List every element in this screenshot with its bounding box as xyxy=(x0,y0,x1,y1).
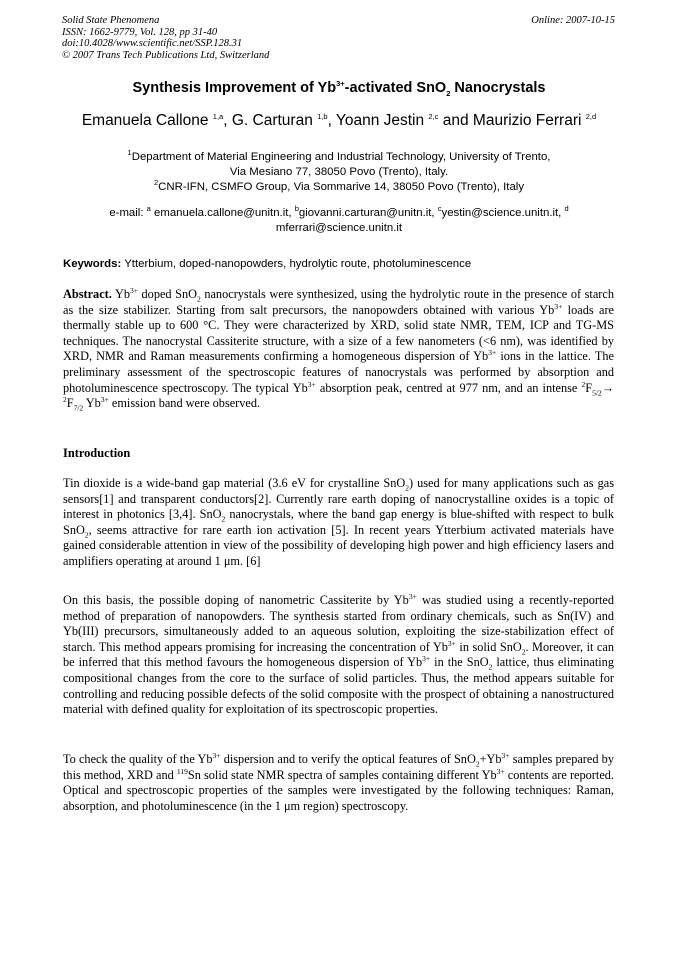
sup: 3+ xyxy=(501,750,510,760)
para-text: nanocrystals, where the band gap energy is blue-shifted with respect to bulk SnO xyxy=(63,507,614,537)
para-text: To check the quality of the Yb xyxy=(63,752,213,766)
title-sub: 2 xyxy=(446,88,451,98)
para-text: was studied using a recently-reported method of preparation of nanopowders. The synthesis started from ordinary chemicals, such as Sn(IV) and Yb(III) precursors, simultaneously added to an aqueous solution, exploiting the size-stabilization effect of starch. This method appears promising for increasing the concentration of Yb xyxy=(63,593,614,654)
abstract-text: loads are thermally stable up to 600 °C. They were characterized by XRD, solid state NMR, TEM, ICP and TG-MS techniques. The nanocrystal Cassiterite structure, with a size of a few nanometers (<6 nm), was identified by XRD, NMR and Raman measurements confirming a homogeneous dispersion of Yb xyxy=(63,302,615,364)
keywords-text: Ytterbium, doped-nanopowders, hydrolytic route, photoluminescence xyxy=(121,258,472,270)
title-sup: 3+ xyxy=(336,79,345,89)
abstract-text: F xyxy=(585,380,593,395)
title-text: Nanocrystals xyxy=(450,80,546,96)
sup: 3+ xyxy=(129,285,138,295)
para-text: dispersion and to verify the optical features of SnO xyxy=(220,752,476,766)
sup: 3+ xyxy=(408,591,417,601)
sup: 3+ xyxy=(488,348,497,358)
para-text: contents are reported. Optical and spectroscopic properties of the samples were investigated by the following techniques: Raman, absorption, and photoluminescence (in the 1 μm region) spectroscopy. xyxy=(63,767,614,813)
sub: 2 xyxy=(521,647,526,657)
affiliations xyxy=(62,150,616,194)
issn: ISSN: 1662-9779, Vol. 128, pp 31-40 xyxy=(62,26,218,38)
email-address[interactable]: yestin@science.unitn.it, xyxy=(441,207,565,219)
sub: 2 xyxy=(84,530,89,540)
affiliation-1-address: Via Mesiano 77, 38050 Povo (Trento), Italy. xyxy=(229,165,449,178)
abstract-text: → xyxy=(601,380,614,395)
para-text: +Yb xyxy=(479,752,502,766)
sup: 119 xyxy=(176,766,188,776)
copyright: © 2007 Trans Tech Publications Ltd, Switzerland xyxy=(62,49,270,61)
sup: 3+ xyxy=(447,638,456,648)
para-text: in the SnO xyxy=(430,655,489,670)
journal-name: Solid State Phenomena xyxy=(62,15,160,26)
email-label: e-mail: xyxy=(109,207,147,219)
para-text: ) used for many applications such as gas sensors[1] and transparent conductors[2]. Currently rare earth doping of nanocrystalline oxides is a topic of interest in photonics [3,4]. SnO xyxy=(63,476,614,522)
sup: 3+ xyxy=(100,395,109,405)
title-text: Synthesis Improvement of Yb xyxy=(132,80,337,96)
sub: 5/2 xyxy=(592,388,602,398)
sup: 3+ xyxy=(212,750,221,760)
journal-header xyxy=(62,15,269,61)
author-list xyxy=(40,112,638,130)
abstract xyxy=(63,287,614,412)
abstract-label: Abstract. xyxy=(63,287,112,301)
email-block xyxy=(62,206,616,236)
affil-mark: 2 xyxy=(153,177,159,187)
abstract-text: Yb xyxy=(83,396,101,411)
email-address[interactable]: giovanni.carturan@unitn.it, xyxy=(298,207,438,219)
doi: doi:10.4028/www.scientific.net/SSP.128.31 xyxy=(62,38,243,49)
email-address[interactable]: mferrari@science.unitn.it xyxy=(275,222,403,234)
abstract-text: ions in the lattice. The preliminary assessment of the spectroscopic features of nanocrystals was performed by absorption and photoluminescence spectroscopy. The typical Yb xyxy=(63,349,615,395)
affiliation-2 xyxy=(62,177,616,195)
intro-paragraph-1 xyxy=(63,476,614,570)
online-date: Online: 2007-10-15 xyxy=(531,15,615,26)
abstract-text: nanocrystals were synthesized, using the hydrolytic route in the presence of starch as the size stabilizer. Starting from salt precursors, the nanopowders obtained with various Yb xyxy=(63,287,614,317)
para-text: , seems attractive for rare earth ion activation [5]. In recent years Ytterbium activated materials have gained considerable attention in view of the possibility of developing high power and high efficiency lasers and amplifiers operating at around 1 μm. [6] xyxy=(63,522,614,568)
sub: 2 xyxy=(488,662,493,672)
email-mark: b xyxy=(294,204,299,214)
abstract-text: Yb xyxy=(111,287,130,301)
sub: 2 xyxy=(197,294,201,304)
sup: 3+ xyxy=(496,766,505,776)
sub: 2 xyxy=(475,759,480,769)
author-affil-mark: 2,d xyxy=(585,111,597,121)
sup: 2 xyxy=(581,379,586,389)
para-text: in solid SnO xyxy=(455,639,522,654)
author-affil-mark: 1,b xyxy=(317,111,328,121)
para-text: On this basis, the possible doping of nanometric Cassiterite by Yb xyxy=(63,593,409,607)
para-text: lattice, thus eliminating compositional changes from the core to the surface of solid particles. Thus, the method appears suitable for controlling and reducing possible defects of the solid composite with the prospect of obtaining a nanostructured material with defined quality for exploitation of its spectroscopic properties. xyxy=(63,655,614,717)
sup: 2 xyxy=(63,395,67,405)
para-text: . Moreover, it can be inferred that this method favours the homogeneous dispersion of Yb xyxy=(63,639,614,670)
intro-paragraph-3 xyxy=(63,752,614,814)
author-name: , Yoann Jestin xyxy=(327,112,429,129)
sup: 3+ xyxy=(307,379,316,389)
email-address[interactable]: emanuela.callone@unitn.it, xyxy=(150,207,295,219)
abstract-text: emission band were observed. xyxy=(108,396,261,411)
abstract-text: F xyxy=(66,396,74,411)
author-affil-mark: 1,a xyxy=(212,111,224,121)
section-heading-introduction: Introduction xyxy=(63,446,131,460)
abstract-text: doped SnO xyxy=(137,287,198,301)
sup: 3+ xyxy=(422,654,431,664)
intro-paragraph-2 xyxy=(63,593,614,718)
email-mark: d xyxy=(564,204,569,214)
author-name: Emanuela Callone xyxy=(81,112,213,129)
author-affil-mark: 2,c xyxy=(428,111,439,121)
title-text: -activated SnO xyxy=(344,80,447,96)
para-text: Tin dioxide is a wide-band gap material (3.6 eV for crystalline SnO xyxy=(63,476,406,490)
sub: 2 xyxy=(405,483,410,493)
author-name: , G. Carturan xyxy=(223,112,318,129)
para-text: samples prepared by this method, XRD and xyxy=(63,752,614,782)
author-name: and Maurizio Ferrari xyxy=(438,112,586,129)
affil-text: CNR-IFN, CSMFO Group, Via Sommarive 14, 38050 Povo (Trento), Italy xyxy=(158,180,525,193)
affil-mark: 1 xyxy=(127,148,132,158)
abstract-text: absorption peak, centred at 977 nm, and an intense xyxy=(315,380,582,395)
keywords xyxy=(63,258,623,270)
email-mark: a xyxy=(146,204,151,214)
paper-title xyxy=(62,80,616,96)
keywords-label: Keywords: xyxy=(63,258,122,270)
sub: 2 xyxy=(221,514,226,524)
affiliation-1 xyxy=(62,150,616,165)
sup: 3+ xyxy=(554,301,563,311)
sub: 7/2 xyxy=(73,403,84,413)
para-text: Sn solid state NMR spectra of samples containing different Yb xyxy=(187,767,497,782)
affil-text: Department of Material Engineering and Industrial Technology, University of Trento, xyxy=(131,151,551,163)
email-mark: c xyxy=(437,204,442,214)
